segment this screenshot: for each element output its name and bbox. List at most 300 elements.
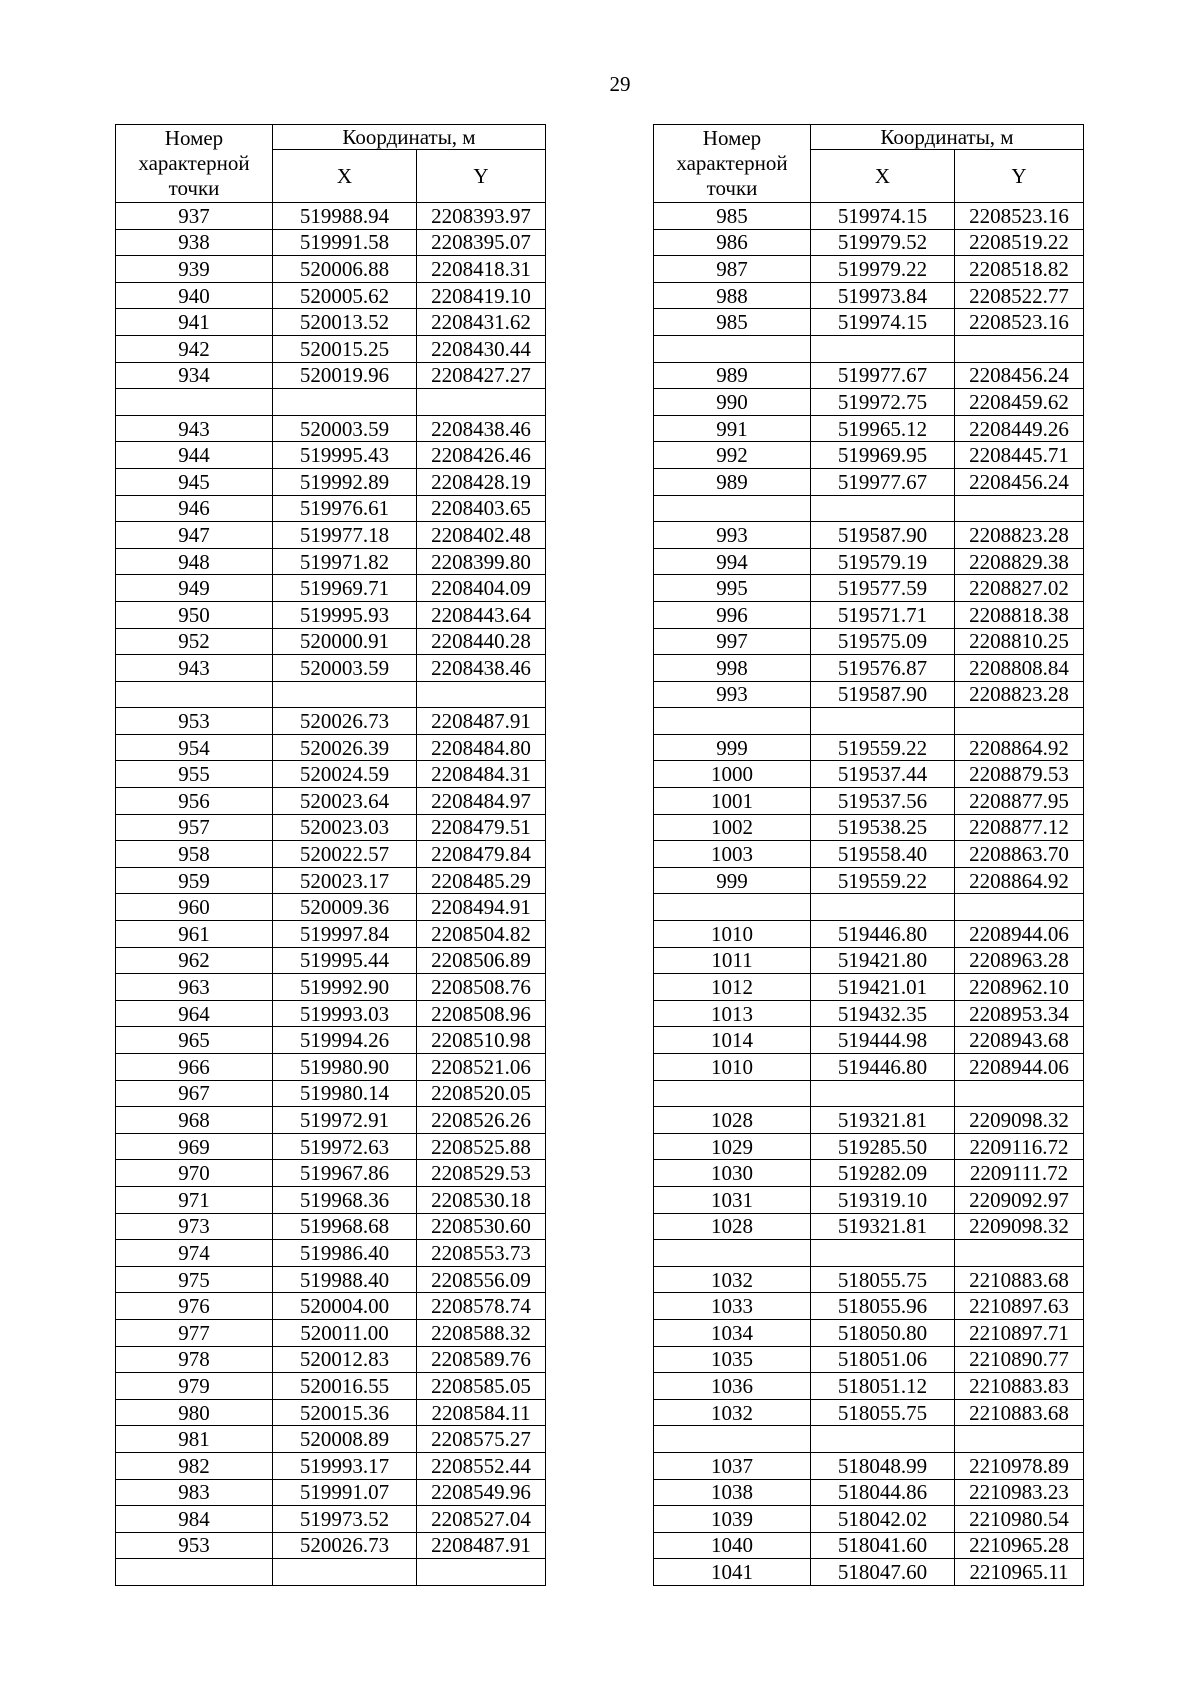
x-coordinate-cell: 520026.73 [273,1532,417,1559]
y-coordinate-cell: 2208523.16 [955,309,1084,336]
y-coordinate-cell: 2208552.44 [417,1452,546,1479]
x-coordinate-cell: 519576.87 [811,655,955,682]
coordinates-header: Координаты, м [811,125,1084,150]
point-number-cell: 985 [654,203,811,230]
x-coordinate-cell: 519968.68 [273,1213,417,1240]
x-coordinate-cell: 518055.75 [811,1266,955,1293]
y-coordinate-cell: 2208944.06 [955,1054,1084,1081]
y-coordinate-cell: 2208808.84 [955,655,1084,682]
point-number-cell: 982 [116,1452,273,1479]
point-number-cell: 993 [654,522,811,549]
x-coordinate-cell: 519538.25 [811,814,955,841]
table-row [654,894,1084,921]
x-coordinate-cell [811,1426,955,1453]
table-row [116,1213,546,1240]
x-coordinate-cell: 519537.56 [811,788,955,815]
point-number-cell: 960 [116,894,273,921]
table-row [116,761,546,788]
x-coordinate-cell: 519980.14 [273,1080,417,1107]
y-coordinate-cell: 2208427.27 [417,362,546,389]
y-coordinate-cell: 2208526.26 [417,1107,546,1134]
table-row [654,442,1084,469]
y-coordinate-cell: 2208527.04 [417,1506,546,1533]
x-coordinate-cell: 520012.83 [273,1346,417,1373]
x-coordinate-cell: 520013.52 [273,309,417,336]
point-number-cell [116,681,273,708]
y-coordinate-cell [955,495,1084,522]
point-number-cell: 955 [116,761,273,788]
point-number-cell: 997 [654,628,811,655]
x-coordinate-cell: 519421.80 [811,947,955,974]
y-coordinate-cell: 2208449.26 [955,415,1084,442]
table-row [116,495,546,522]
table-row [654,522,1084,549]
point-number-cell: 1012 [654,974,811,1001]
point-number-cell: 989 [654,468,811,495]
table-row [654,814,1084,841]
point-number-cell: 1035 [654,1346,811,1373]
y-coordinate-cell [417,1559,546,1586]
point-number-cell: 993 [654,681,811,708]
table-row [116,655,546,682]
y-coordinate-cell: 2208456.24 [955,362,1084,389]
table-row [116,1107,546,1134]
y-coordinate-cell: 2208943.68 [955,1027,1084,1054]
x-coordinate-cell [811,1240,955,1267]
y-coordinate-cell: 2208479.84 [417,841,546,868]
point-number-cell: 939 [116,256,273,283]
x-coordinate-cell: 520023.17 [273,867,417,894]
table-row [654,1133,1084,1160]
point-number-cell: 956 [116,788,273,815]
point-number-cell: 952 [116,628,273,655]
point-number-cell: 940 [116,282,273,309]
x-coordinate-cell: 519991.07 [273,1479,417,1506]
point-number-cell: 978 [116,1346,273,1373]
table-row [116,335,546,362]
point-number-header-line3: точки [168,176,220,200]
x-coordinate-cell [811,335,955,362]
table-row [654,628,1084,655]
x-coordinate-cell: 519994.26 [273,1027,417,1054]
x-coordinate-cell: 518055.75 [811,1399,955,1426]
x-coordinate-cell: 519321.81 [811,1213,955,1240]
y-coordinate-cell: 2208430.44 [417,335,546,362]
point-number-cell: 943 [116,415,273,442]
point-number-cell: 1039 [654,1506,811,1533]
point-number-cell: 996 [654,601,811,628]
point-number-cell [654,894,811,921]
x-coordinate-cell: 519969.71 [273,575,417,602]
table-row [654,1160,1084,1187]
x-coordinate-cell: 519972.63 [273,1133,417,1160]
point-number-cell: 971 [116,1186,273,1213]
y-coordinate-cell: 2209116.72 [955,1133,1084,1160]
y-coordinate-cell: 2208428.19 [417,468,546,495]
x-coordinate-cell: 520015.25 [273,335,417,362]
table-row [116,1319,546,1346]
y-coordinate-cell: 2208829.38 [955,548,1084,575]
point-number-cell: 1001 [654,788,811,815]
y-coordinate-cell [955,1426,1084,1453]
table-row [654,1293,1084,1320]
table-row [654,841,1084,868]
point-number-cell [116,1559,273,1586]
y-coordinate-cell [417,389,546,416]
point-number-cell [654,495,811,522]
y-coordinate-cell: 2210890.77 [955,1346,1084,1373]
point-number-cell: 994 [654,548,811,575]
x-coordinate-cell [273,389,417,416]
point-number-cell: 976 [116,1293,273,1320]
x-coordinate-cell [273,681,417,708]
table-row [654,655,1084,682]
x-coordinate-cell [273,1559,417,1586]
point-number-cell: 983 [116,1479,273,1506]
y-coordinate-cell: 2208404.09 [417,575,546,602]
point-number-cell: 1032 [654,1266,811,1293]
point-number-cell: 964 [116,1000,273,1027]
table-row [654,1346,1084,1373]
point-number-cell: 953 [116,1532,273,1559]
table-row [654,867,1084,894]
y-coordinate-cell: 2208953.34 [955,1000,1084,1027]
table-row [116,256,546,283]
point-number-header [116,125,273,203]
point-number-cell: 988 [654,282,811,309]
x-coordinate-cell: 518048.99 [811,1452,955,1479]
table-row [116,282,546,309]
y-coordinate-cell: 2208823.28 [955,681,1084,708]
point-number-cell: 943 [116,655,273,682]
table-row [116,1240,546,1267]
table-row [654,1213,1084,1240]
y-coordinate-cell [955,335,1084,362]
x-coordinate-cell: 519977.67 [811,468,955,495]
x-coordinate-cell: 519446.80 [811,921,955,948]
x-coordinate-cell: 519967.86 [273,1160,417,1187]
point-number-cell [654,1240,811,1267]
point-number-cell: 958 [116,841,273,868]
point-number-cell: 1010 [654,921,811,948]
point-number-cell: 973 [116,1213,273,1240]
table-row [654,974,1084,1001]
y-coordinate-cell [955,1080,1084,1107]
x-coordinate-cell: 519991.58 [273,229,417,256]
table-row [654,1240,1084,1267]
y-coordinate-cell: 2208530.60 [417,1213,546,1240]
y-coordinate-cell: 2208556.09 [417,1266,546,1293]
table-row [116,681,546,708]
y-coordinate-cell: 2208879.53 [955,761,1084,788]
x-coordinate-cell: 519559.22 [811,867,955,894]
y-coordinate-cell: 2208518.82 [955,256,1084,283]
table-header [654,125,1084,203]
x-coordinate-cell: 520026.73 [273,708,417,735]
y-coordinate-cell: 2208395.07 [417,229,546,256]
point-number-cell: 1034 [654,1319,811,1346]
x-coordinate-cell: 519968.36 [273,1186,417,1213]
x-coordinate-cell: 520015.36 [273,1399,417,1426]
point-number-header-line3: точки [706,176,758,200]
y-coordinate-cell: 2208510.98 [417,1027,546,1054]
table-row [116,867,546,894]
x-coordinate-cell: 520026.39 [273,734,417,761]
x-coordinate-cell: 520006.88 [273,256,417,283]
y-coordinate-cell: 2208459.62 [955,389,1084,416]
point-number-cell: 944 [116,442,273,469]
y-coordinate-cell: 2208963.28 [955,947,1084,974]
y-coordinate-cell [955,708,1084,735]
point-number-cell: 957 [116,814,273,841]
point-number-cell: 1037 [654,1452,811,1479]
y-coordinate-cell: 2208438.46 [417,655,546,682]
x-coordinate-cell: 519973.52 [273,1506,417,1533]
point-number-cell: 953 [116,708,273,735]
y-coordinate-cell: 2208823.28 [955,522,1084,549]
x-coordinate-cell: 519995.93 [273,601,417,628]
table-row [654,415,1084,442]
y-coordinate-cell: 2210883.68 [955,1399,1084,1426]
point-number-cell: 1036 [654,1373,811,1400]
x-coordinate-cell: 519979.22 [811,256,955,283]
y-coordinate-cell: 2208504.82 [417,921,546,948]
y-coordinate-cell: 2208438.46 [417,415,546,442]
y-coordinate-cell: 2210965.11 [955,1559,1084,1586]
x-coordinate-cell: 518051.12 [811,1373,955,1400]
table-row [654,309,1084,336]
point-number-cell: 999 [654,734,811,761]
point-number-cell: 969 [116,1133,273,1160]
point-number-cell: 966 [116,1054,273,1081]
x-coordinate-cell [811,708,955,735]
point-number-cell: 948 [116,548,273,575]
table-row [116,1133,546,1160]
point-number-cell: 1041 [654,1559,811,1586]
y-coordinate-cell: 2208506.89 [417,947,546,974]
y-coordinate-cell: 2208877.12 [955,814,1084,841]
y-coordinate-cell: 2208418.31 [417,256,546,283]
table-row [654,788,1084,815]
table-row [116,203,546,230]
y-coordinate-cell: 2208402.48 [417,522,546,549]
point-number-cell: 1011 [654,947,811,974]
point-number-cell [116,389,273,416]
table-row [654,203,1084,230]
point-number-cell: 934 [116,362,273,389]
table-row [654,1506,1084,1533]
x-coordinate-cell: 518051.06 [811,1346,955,1373]
y-coordinate-cell: 2208399.80 [417,548,546,575]
x-coordinate-cell: 519976.61 [273,495,417,522]
y-coordinate-cell: 2208530.18 [417,1186,546,1213]
x-coordinate-cell: 519321.81 [811,1107,955,1134]
table-row [654,1319,1084,1346]
table-row [654,362,1084,389]
table-row [116,947,546,974]
table-row [654,1186,1084,1213]
table-row [116,628,546,655]
x-coordinate-cell: 519997.84 [273,921,417,948]
y-coordinate-cell: 2208521.06 [417,1054,546,1081]
point-number-cell: 1040 [654,1532,811,1559]
point-number-cell: 942 [116,335,273,362]
x-coordinate-cell: 519972.91 [273,1107,417,1134]
table-row [116,1452,546,1479]
point-number-cell: 962 [116,947,273,974]
point-number-cell: 1013 [654,1000,811,1027]
table-row [654,1479,1084,1506]
x-coordinate-cell: 519993.17 [273,1452,417,1479]
y-coordinate-cell: 2208827.02 [955,575,1084,602]
y-coordinate-cell: 2208445.71 [955,442,1084,469]
y-coordinate-cell: 2210980.54 [955,1506,1084,1533]
x-coordinate-cell: 520023.64 [273,788,417,815]
y-coordinate-cell: 2208877.95 [955,788,1084,815]
point-number-cell: 947 [116,522,273,549]
x-coordinate-cell: 519444.98 [811,1027,955,1054]
y-coordinate-cell: 2208519.22 [955,229,1084,256]
table-row [654,229,1084,256]
point-number-cell: 980 [116,1399,273,1426]
y-coordinate-cell: 2208508.76 [417,974,546,1001]
y-coordinate-cell: 2210883.83 [955,1373,1084,1400]
table-row [654,708,1084,735]
point-number-cell: 963 [116,974,273,1001]
point-number-cell [654,1426,811,1453]
y-coordinate-cell: 2208863.70 [955,841,1084,868]
point-number-cell: 999 [654,867,811,894]
x-coordinate-cell: 520003.59 [273,415,417,442]
table-row [654,761,1084,788]
point-number-cell: 990 [654,389,811,416]
y-coordinate-cell: 2208523.16 [955,203,1084,230]
y-coordinate-cell: 2208431.62 [417,309,546,336]
point-number-cell [654,1080,811,1107]
point-number-cell [654,708,811,735]
x-coordinate-cell: 520011.00 [273,1319,417,1346]
table-row [116,229,546,256]
table-row [116,362,546,389]
table-row [116,1426,546,1453]
point-number-cell: 1038 [654,1479,811,1506]
point-number-cell: 987 [654,256,811,283]
table-row [116,1266,546,1293]
table-row [116,1080,546,1107]
point-number-cell: 941 [116,309,273,336]
x-coordinate-cell: 519558.40 [811,841,955,868]
point-number-cell: 1028 [654,1213,811,1240]
table-row [116,389,546,416]
point-number-cell: 949 [116,575,273,602]
point-number-cell: 1028 [654,1107,811,1134]
point-number-cell: 991 [654,415,811,442]
y-coordinate-cell [417,681,546,708]
table-row [654,1266,1084,1293]
x-coordinate-cell: 519319.10 [811,1186,955,1213]
point-number-cell: 979 [116,1373,273,1400]
y-coordinate-cell: 2208589.76 [417,1346,546,1373]
coordinates-header: Координаты, м [273,125,546,150]
x-coordinate-cell: 520009.36 [273,894,417,921]
point-number-header-line2: характерной [138,151,250,175]
point-number-cell: 1014 [654,1027,811,1054]
y-coordinate-cell: 2208818.38 [955,601,1084,628]
y-coordinate-cell: 2208810.25 [955,628,1084,655]
table-row [654,601,1084,628]
y-coordinate-cell: 2208585.05 [417,1373,546,1400]
y-coordinate-cell: 2208494.91 [417,894,546,921]
point-number-cell: 1002 [654,814,811,841]
table-row [654,282,1084,309]
y-coordinate-cell: 2208487.91 [417,708,546,735]
point-number-cell: 1010 [654,1054,811,1081]
point-number-cell: 985 [654,309,811,336]
point-number-cell: 1032 [654,1399,811,1426]
x-coordinate-cell: 519993.03 [273,1000,417,1027]
table-row [654,1426,1084,1453]
x-coordinate-cell [811,495,955,522]
y-coordinate-cell: 2209092.97 [955,1186,1084,1213]
x-coordinate-cell: 518042.02 [811,1506,955,1533]
x-coordinate-cell: 519992.90 [273,974,417,1001]
point-number-cell [654,335,811,362]
y-coordinate-cell: 2208520.05 [417,1080,546,1107]
x-coordinate-cell: 519575.09 [811,628,955,655]
x-coordinate-cell: 520000.91 [273,628,417,655]
y-coordinate-cell: 2208484.80 [417,734,546,761]
table-row [116,894,546,921]
table-row [654,947,1084,974]
y-coordinate-cell [955,1240,1084,1267]
table-row [116,921,546,948]
table-row [116,601,546,628]
x-coordinate-cell: 519965.12 [811,415,955,442]
coordinates-table-right [653,124,1084,1586]
y-coordinate-cell: 2208485.29 [417,867,546,894]
point-number-cell: 961 [116,921,273,948]
y-coordinate-cell: 2210897.63 [955,1293,1084,1320]
x-coordinate-cell: 518047.60 [811,1559,955,1586]
x-coordinate-cell [811,894,955,921]
table-row [116,841,546,868]
y-coordinate-cell: 2210883.68 [955,1266,1084,1293]
x-coordinate-cell: 520003.59 [273,655,417,682]
table-row [116,974,546,1001]
y-coordinate-cell: 2208578.74 [417,1293,546,1320]
x-coordinate-cell: 519971.82 [273,548,417,575]
table-row [116,1054,546,1081]
y-coordinate-cell: 2208864.92 [955,867,1084,894]
table-row [116,1186,546,1213]
point-number-cell: 1029 [654,1133,811,1160]
table-header [116,125,546,203]
table-row [116,575,546,602]
point-number-cell: 998 [654,655,811,682]
x-coordinate-cell: 518050.80 [811,1319,955,1346]
x-coordinate-cell: 519969.95 [811,442,955,469]
table-row [116,708,546,735]
point-number-header-line1: Номер [164,126,224,150]
x-coordinate-cell: 519995.43 [273,442,417,469]
x-coordinate-cell: 519571.71 [811,601,955,628]
point-number-cell: 946 [116,495,273,522]
x-coordinate-cell: 520023.03 [273,814,417,841]
table-row [654,575,1084,602]
y-coordinate-cell: 2210983.23 [955,1479,1084,1506]
x-coordinate-cell: 519587.90 [811,522,955,549]
x-coordinate-cell: 519977.18 [273,522,417,549]
